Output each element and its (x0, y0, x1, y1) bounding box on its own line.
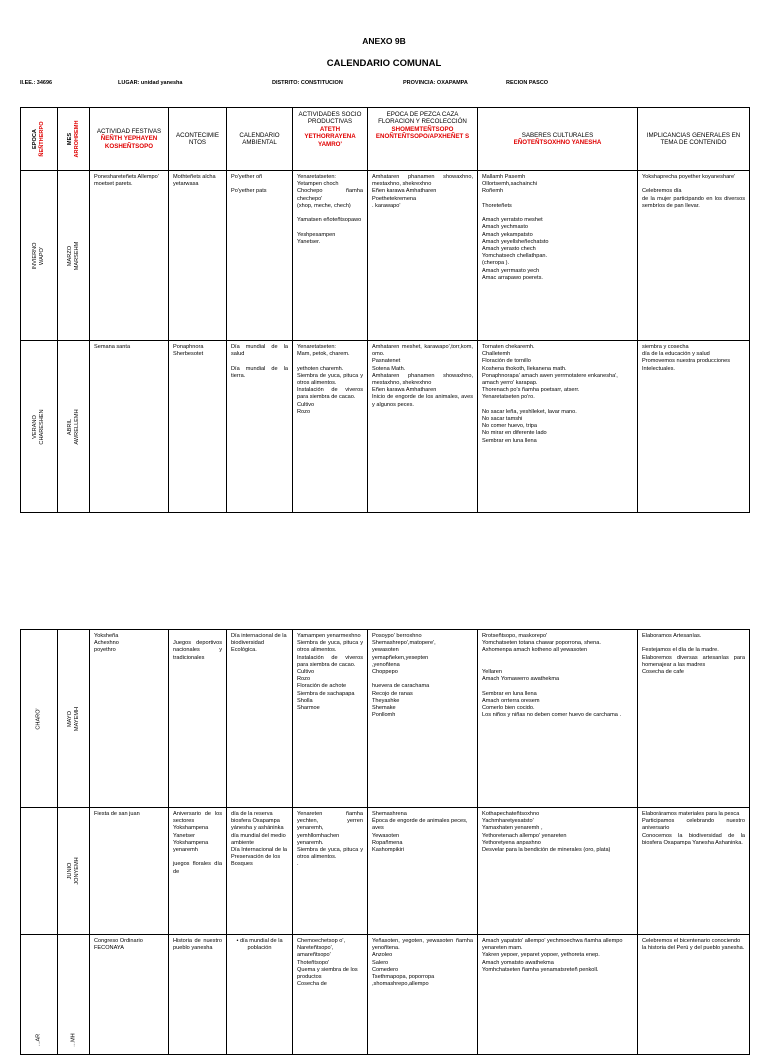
cell-acontecimientos: Aniversario de los sectores Yokshampena Yanetser Yokshampena yenaremh juegos florales día de (169, 808, 227, 935)
cell-actividad: Fiesta de san juan (90, 808, 169, 935)
cell-acontecimientos: Historia de nuestro pueblo yanesha (169, 935, 227, 1055)
cell-saberes: Rrotseñtsopo, maskorepo' Yomchatseten totana chawar poporrona, shena. Axhomenpa amach kotheno all yewasoten Yellaren Amach Yomawerro awathekma Sembrar en luna llena Amach orrterra oresem Comerlo bien cocido. Los niños y niñas no deben comer huevo de carchama . (478, 630, 638, 808)
cell-saberes: Tornaten chekaremh. Challetemh Floración de tornillo Koshena thokoth, llekanena math. Ponaphnorapa' amach awen yerrmotatere enkanesha', amach yerro' karapap. Thorenach po's ñamha poetsarr, atserr. Yenaretatseten po'ro. No sacar leña, yeshlleket, lavar mano. No sacar tamshi No comer huevo, tripa No mirar en diferente lado Sembrar en luna llena (478, 341, 638, 513)
cell-saberes: Mallamh Pasemh Ollortsemh,sachainchi Roñemh Thoreteñets Amach yerratsto meshet Amach yechmasto Amach yekampatsto Amach yeyellsheñechatsto Amach yerasto chech Yomchatsech chellathpan. (cheropa ). Amach yerrmasto yech Amac arrapawo poerets. (478, 171, 638, 341)
header-saberes-sub: EÑOTEÑTSOXHNO YANESHA (513, 139, 602, 146)
header-acontecimientos: ACONTECIMIE NTOS (169, 108, 227, 171)
header-actividad-label: ACTIVIDAD FESTIVAS (96, 127, 162, 135)
cell-socio: Yenaretatseten: Mam, petok, charem. yethoten charemh. Siembra de yuca, pituca y otros alimentos. Instalación de viveros para siembra de cacao. Cultivo Rozo (293, 341, 368, 513)
header-actividad (90, 108, 169, 171)
cell-acontecimientos: Mothteñets alcha yetarwasa (169, 171, 227, 341)
header-mes-label: MES (66, 132, 73, 146)
cell-implicancias: Yokshaprecha poyether koyaneshare' Celebremos día de la mujer participando en los diversos sembríos de pan llevar. (638, 171, 750, 341)
table-row (21, 341, 750, 513)
header-socio (293, 108, 368, 171)
cell-socio: Yamampen yenarmexhno Siembra de yuca, pituca y otros alimentos. Instalación de viveros para siembra de cacao. Cultivo Rozo Floración de achote Siembra de sachapapa Sholla Sharmoe (293, 630, 368, 808)
mes-label: MAYO MAYEMH (66, 706, 80, 731)
header-pezca (368, 108, 478, 171)
meta-region: RECION PASCO (506, 80, 549, 86)
cell-calendario: día de la reserva biosfera Oxapampa yánesha y asháninka día mundial del medio ambiente Día Internacional de la Preservación de los Bosques (227, 808, 293, 935)
cell-epoca (21, 341, 58, 513)
meta-provincia: PROVINCIA: OXAPAMPA (403, 80, 468, 86)
document-title: CALENDARIO COMUNAL (326, 58, 442, 69)
cell-socio: Yenaretatseten: Yetampen choch Chochepo ñamha chechepo' (xhop, meche, chech) Yamatsen eñoteñtsopawo Yeshpesampen Yanetser. (293, 171, 368, 341)
header-mes (58, 108, 90, 171)
cell-pezca: Posoypo' berroxhno Shemashrepo',matopere', yewasoten yemapñeken,yesepten ,yenoñtena Choppepo huevera de carachama Recojo de ranas Theyashke Shemake Ponllomh (368, 630, 478, 808)
header-saberes-label: SABERES CULTURALES (521, 131, 594, 139)
header-calendario: CALENDARIO AMBIENTAL (227, 108, 293, 171)
mes-label: ...MH (70, 1033, 76, 1047)
header-pezca-label: EPOCA DE PEZCA CAZA FLORACION Y RECOLECCIÓN (378, 111, 467, 126)
cell-pezca: Amhataren meshet, karawapo',torr,kom, omo. Pasnatenet Sotena Math. Amhataren phanamen showaxhno, mestaxhno, shekrexhno Eñen karawa Amhatharen Inicio de engorde de los animales, aves y algunos peces. (368, 341, 478, 513)
cell-actividad: Congreso Ordinario FECONAYA (90, 935, 169, 1055)
epoca-label: ...AR (35, 1033, 42, 1046)
header-epoca (21, 108, 58, 171)
header-socio-sub: ATETH YETHORRAYENA YAMRO' (304, 125, 356, 148)
header-epoca-sub: ÑEÑTHERPO (39, 121, 45, 157)
calendar-table-page1 (20, 107, 750, 513)
cell-calendario: • día mundial de la población (227, 935, 293, 1055)
cell-implicancias: Elaboramos Artesanías. Festejamos el día de la madre. Elaboremos diversas artesanías para homenajear a las madres Cosecha de cafe (638, 630, 750, 808)
header-actividad-sub: ÑEÑTH YEPHAYEN KOSHEÑTSOPO (100, 135, 158, 150)
meta-distrito: DISTRITO: CONSTITUCION (272, 80, 343, 86)
cell-implicancias: siembra y cosecha día de la educación y salud Promovemos nuestra producciones Intelectuales. (638, 341, 750, 513)
cell-mes (58, 171, 90, 341)
table-row (21, 808, 750, 935)
table-row (21, 171, 750, 341)
cell-mes (58, 341, 90, 513)
cell-calendario: Po'yether oñ Po'yether pats (227, 171, 293, 341)
header-mes-sub: ARROHREMH (73, 120, 80, 158)
cell-socio: Yenareten ñamha yechten, yerren yenaremh, yemhllomhachen yenaremh. Siembra de yuca, pituca y otros alimentos. . (293, 808, 368, 935)
cell-pezca: Shemashrena Época de engorde de animales peces, aves Yewasoten Ropañmena Kashompikiri (368, 808, 478, 935)
cell-epoca (21, 808, 58, 935)
calendar-table-page2 (20, 629, 750, 1055)
mes-label: JUNIO JONYEMH (66, 857, 80, 885)
cell-pezca: Amhataren phanamen showaxhno, mestaxhno, shekrexhno Eñen karawa Amhatharen Poethetekremena . karawapo' (368, 171, 478, 341)
meta-lugar: LUGAR: unidad yanesha (118, 80, 183, 86)
header-epoca-label: EPOCA (32, 129, 38, 149)
table-row (21, 935, 750, 1055)
cell-calendario: Día internacional de la biodiversidad Ecológica. (227, 630, 293, 808)
table-row (21, 630, 750, 808)
cell-acontecimientos: Juegos deportivos nacionales y tradicionales (169, 630, 227, 808)
cell-implicancias: Elaboráramos materiales para la pesca Participamos celebrando nuestro aniversario Conocemos la biodiversidad de la biosfera Oxapampa Yanesha Ashaninka. (638, 808, 750, 935)
cell-epoca (21, 935, 58, 1055)
cell-mes (58, 630, 90, 808)
mes-label: ABRIL AWRELLEMH (66, 408, 80, 445)
cell-implicancias: Celebremos el bicentenario conociendo la historia del Perú y del pueblo yanesha. (638, 935, 750, 1055)
epoca-label: VERANO CHARESHEN (32, 408, 45, 445)
cell-pezca: Yeñasoten, yegoten, yewasoten ñamha yenoñtena. Anzoleo Salero Comedero Tsethmapopa, poporropa ,shomashrepo,allempo (368, 935, 478, 1055)
cell-acontecimientos: Ponaphnora Sherbesotet (169, 341, 227, 513)
cell-socio: Chemoechetsop o', Nareteñtsopo', amareñtsopo' Thoteñtsopo' Quema y siembra de los productos Cosecha de (293, 935, 368, 1055)
cell-epoca (21, 171, 58, 341)
cell-epoca (21, 630, 58, 808)
header-row (21, 108, 750, 171)
cell-actividad: Poneshareteñets Allempo' moetset parets. (90, 171, 169, 341)
header-pezca-sub: SHOMEMTEÑTSOPO ENOÑTEÑTSOPO/APXHEÑET S (375, 125, 470, 141)
cell-actividad: Semana santa (90, 341, 169, 513)
cell-mes (58, 935, 90, 1055)
header-implicancias: IMPLICANCIAS GENERALES EN TEMA DE CONTENIDO (638, 108, 750, 171)
epoca-label: INVIERNO WAPO' (32, 241, 45, 270)
cell-actividad: Yoksheña Achexhno poyethro (90, 630, 169, 808)
epoca-label: CHARO' (35, 707, 42, 730)
cell-saberes: Amach yapatsto' allempo' yechmoechwa ñamha allempo yenareten mam. Yakren yepoer, yeparet yopoer, yethoreta enep. Amach yomatsto awathekma Yomhchatseten ñamha yenamatsreteñ penkoll. (478, 935, 638, 1055)
cell-calendario: Día mundial de la salud Día mundial de la tierra. (227, 341, 293, 513)
annex-label: ANEXO 9B (362, 36, 406, 46)
meta-iee: II.EE.: 34696 (20, 80, 53, 86)
cell-mes (58, 808, 90, 935)
header-saberes (478, 108, 638, 171)
cell-saberes: Kothapechateñtsoxhno Yachmharetyesatsto' Yamaxhaten yenaremh , Yethoretenach allempo' yenareten Yethoretyena anpaxhno Desvelar para la bendición de minerales (oro, plata) (478, 808, 638, 935)
mes-label: MARZO MARSEHM (66, 241, 80, 270)
header-socio-label: ACTIVIDADES SOCIO PRODUCTIVAS (298, 111, 362, 126)
